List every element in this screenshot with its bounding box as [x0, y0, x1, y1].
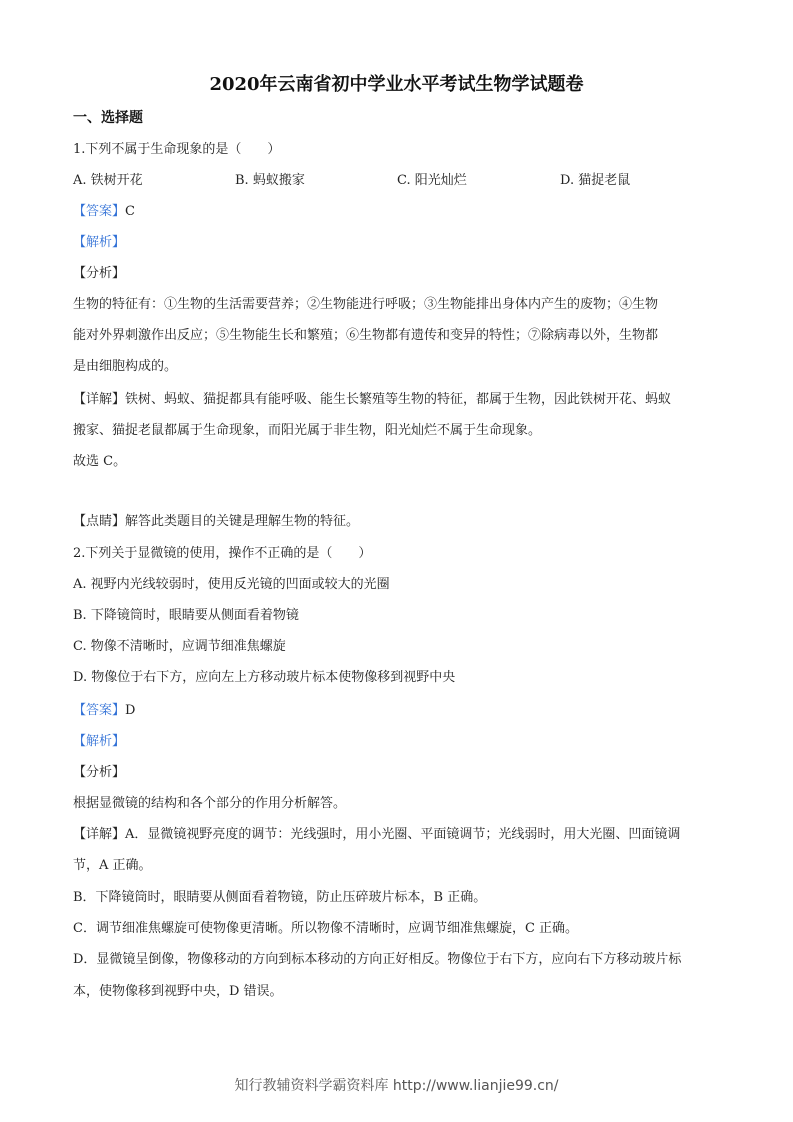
q1-jiexi-tag: 【解析】 [73, 235, 126, 250]
q2-detail-line-4: C．调节细准焦螺旋可使物像更清晰。所以物像不清晰时，应调节细准焦螺旋，C 正确。 [73, 921, 579, 936]
q2-detail-line-3: B．下降镜筒时，眼睛要从侧面看着物镜，防止压碎玻片标本，B 正确。 [73, 890, 487, 905]
q1-analysis-line-2: 能对外界刺激作出反应；⑤生物能生长和繁殖；⑥生物都有遗传和变异的特性；⑦除病毒以外，生物都 [73, 328, 659, 343]
q2-jiexi-tag: 【解析】 [73, 734, 126, 749]
q2-detail-line-2: 节，A 正确。 [73, 858, 152, 873]
q1-analysis-line-3: 是由细胞构成的。 [73, 359, 178, 374]
answer-value: C [125, 204, 135, 219]
page-footer: 知行教辅资料学霸资料库 http://www.lianjie99.cn/ [234, 1078, 559, 1094]
q2-detail-line-1: 【详解】A．显微镜视野亮度的调节：光线强时，用小光圈、平面镜调节；光线弱时，用大光圈、凹面镜调 [73, 827, 681, 842]
section-heading: 一、选择题 [73, 110, 143, 126]
q2-option-d: D. 物像位于右下方，应向左上方移动玻片标本使物像移到视野中央 [73, 670, 456, 685]
q1-option-d: D. 猫捉老鼠 [560, 173, 631, 188]
q2-detail-line-5: D．显微镜呈倒像，物像移动的方向到标本移动的方向正好相反。物像位于右下方，应向右下方移动玻片标 [73, 952, 682, 967]
page-title: 2020年云南省初中学业水平考试生物学试题卷 [209, 74, 584, 95]
question-2-stem: 2.下列关于显微镜的使用，操作不正确的是（ ） [73, 546, 372, 561]
answer-value: D [125, 703, 136, 718]
q1-conclusion: 故选 C。 [73, 454, 127, 469]
q1-option-a: A. 铁树开花 [73, 173, 143, 188]
q1-dianjing: 【点睛】解答此类题目的关键是理解生物的特征。 [73, 514, 360, 529]
answer-tag: 【答案】 [73, 204, 126, 219]
q2-option-c: C. 物像不清晰时，应调节细准焦螺旋 [73, 639, 286, 654]
q1-detail-line-1: 【详解】铁树、蚂蚁、猫捉都具有能呼吸、能生长繁殖等生物的特征，都属于生物，因此铁树开花、蚂蚁 [73, 392, 672, 407]
q2-option-b: B. 下降镜筒时，眼睛要从侧面看着物镜 [73, 608, 299, 623]
q1-option-b: B. 蚂蚁搬家 [235, 173, 305, 188]
q2-detail-line-6: 本，使物像移到视野中央，D 错误。 [73, 984, 283, 999]
question-1-stem: 1.下列不属于生命现象的是（ ） [73, 142, 281, 157]
q1-answer [73, 204, 135, 220]
q1-analysis-line-1: 生物的特征有：①生物的生活需要营养；②生物能进行呼吸；③生物能排出身体内产生的废物；④生物 [73, 297, 659, 312]
q2-fenxi-tag: 【分析】 [73, 765, 126, 780]
q1-fenxi-tag: 【分析】 [73, 266, 126, 281]
q1-detail-line-2: 搬家、猫捉老鼠都属于生命现象，而阳光属于非生物，阳光灿烂不属于生命现象。 [73, 423, 542, 438]
answer-tag: 【答案】 [73, 703, 126, 718]
q1-option-c: C. 阳光灿烂 [397, 173, 467, 188]
q2-answer [73, 703, 135, 719]
q2-analysis: 根据显微镜的结构和各个部分的作用分析解答。 [73, 796, 347, 811]
q2-option-a: A. 视野内光线较弱时，使用反光镜的凹面或较大的光圈 [73, 577, 390, 592]
